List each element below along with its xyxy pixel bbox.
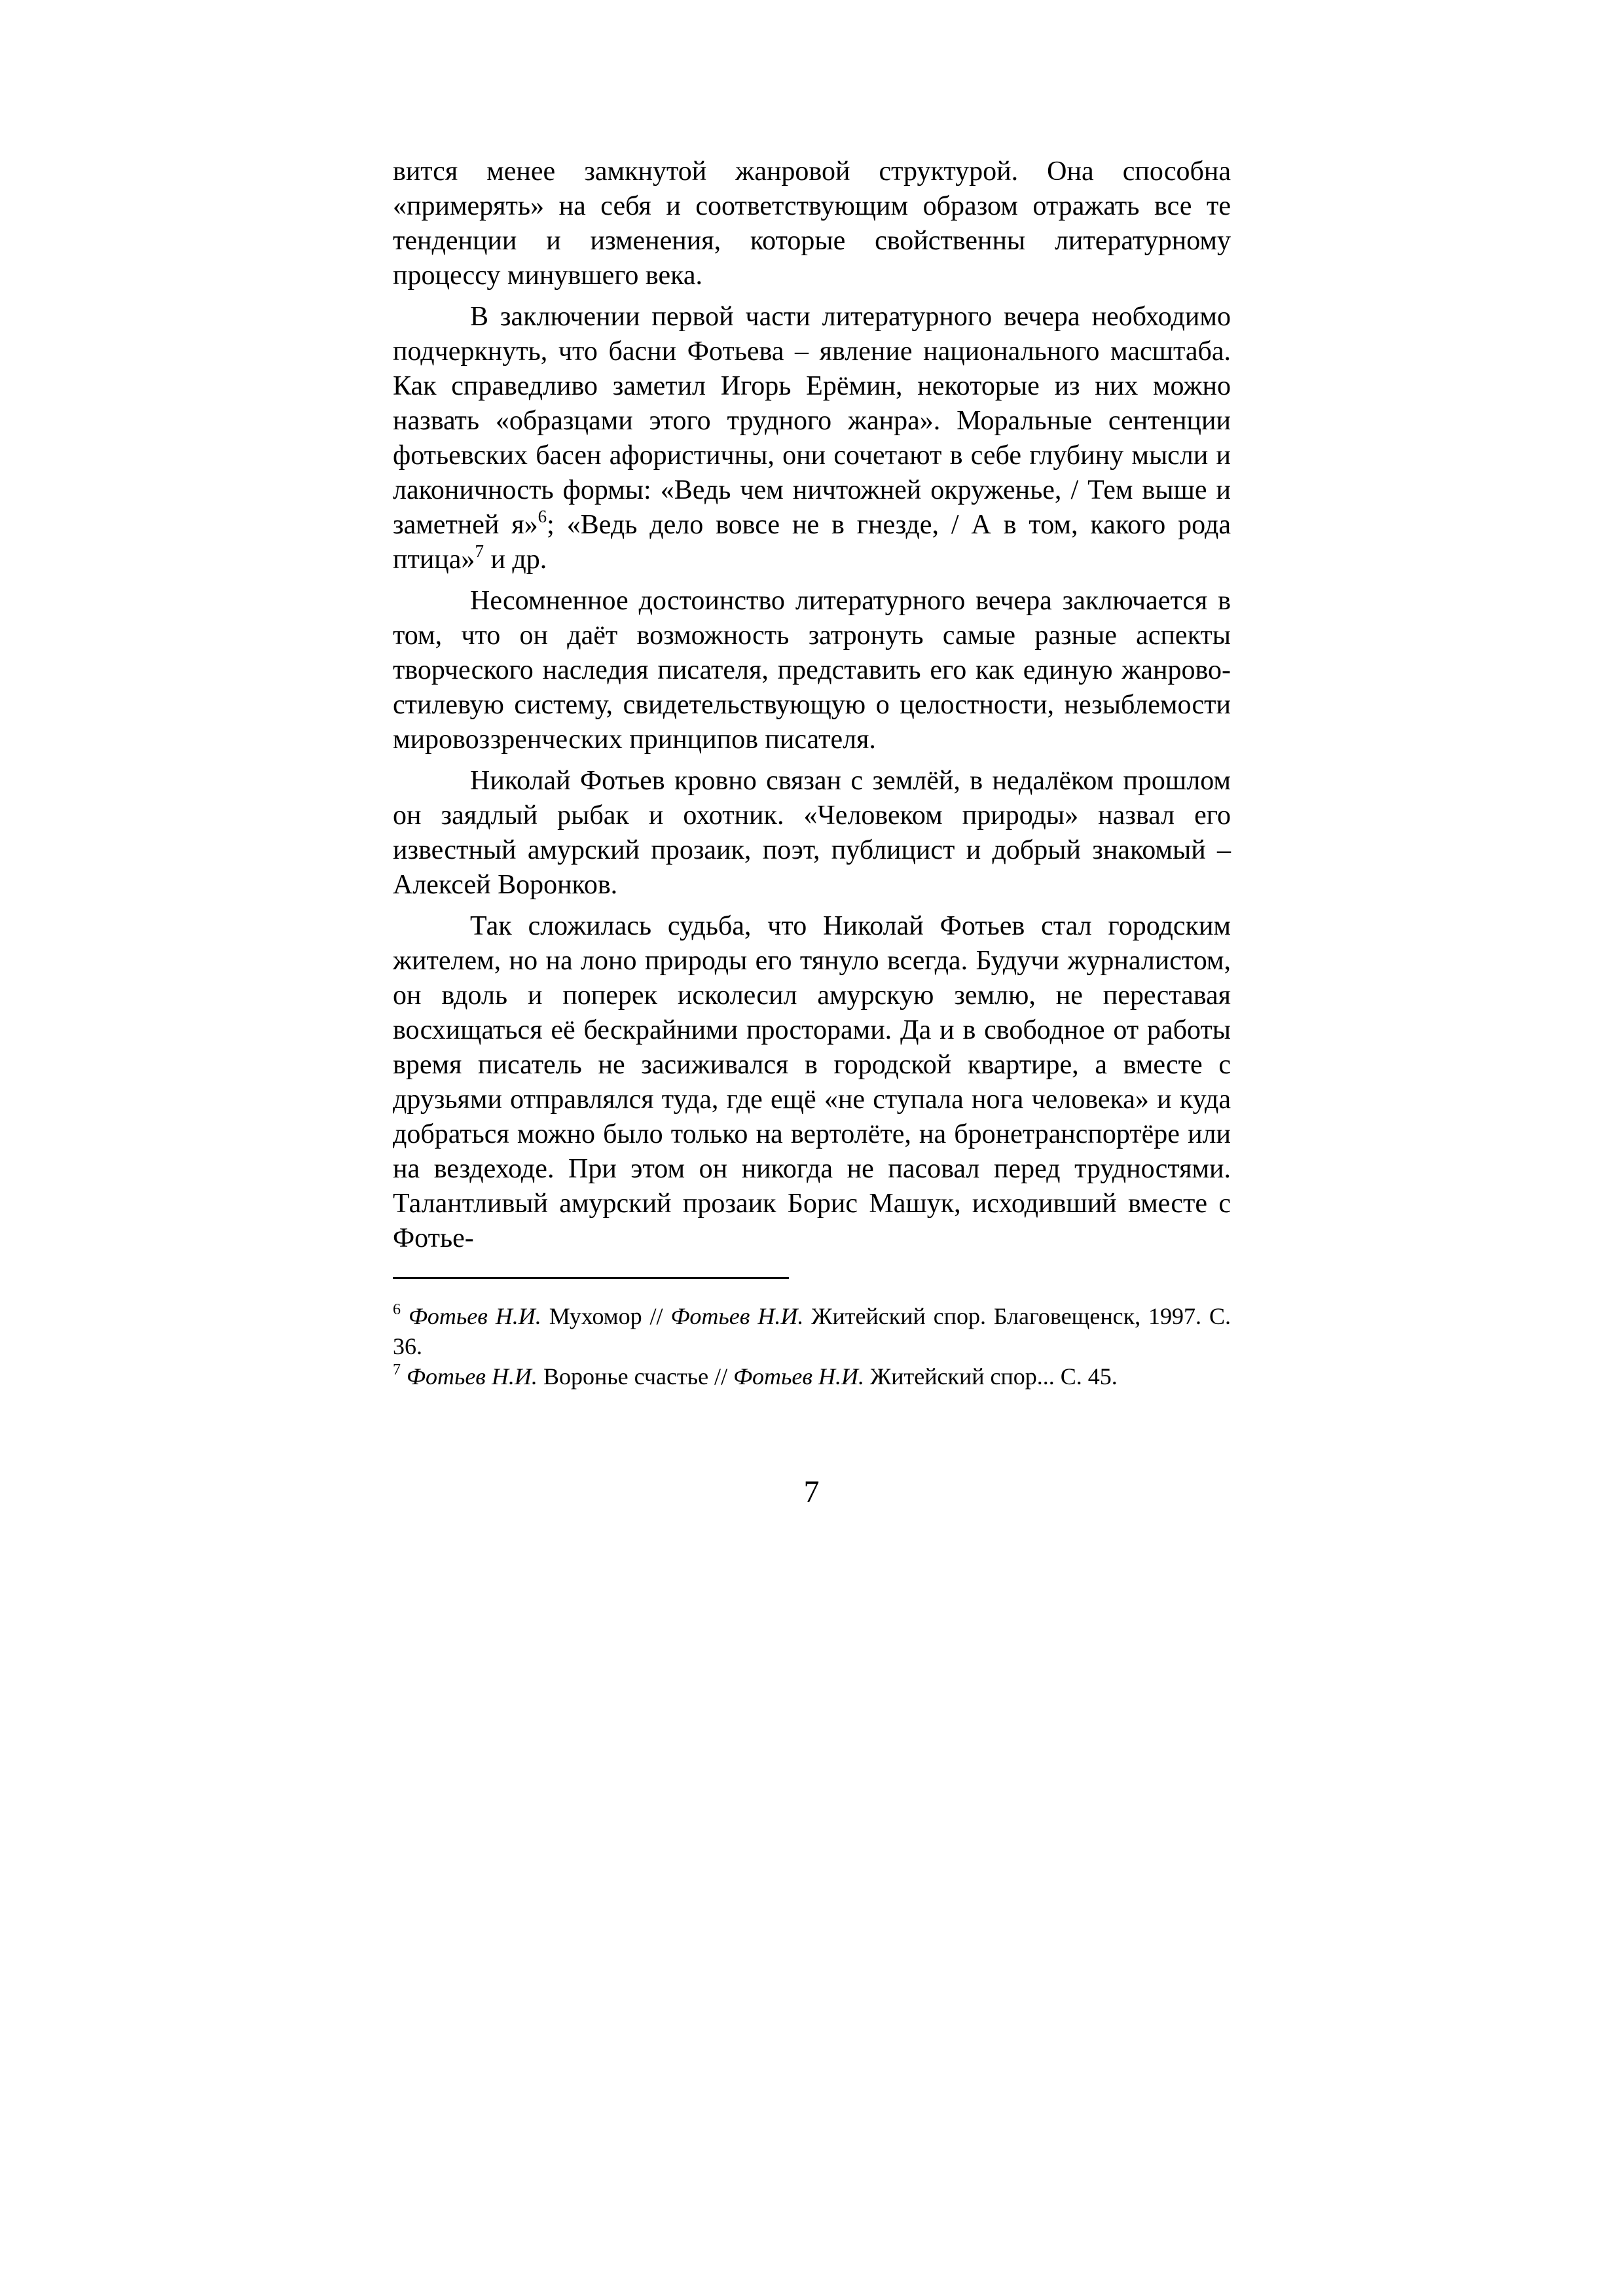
- paragraph-fables-conclusion: [393, 300, 1231, 577]
- footnote-author: Фотьев Н.И.: [733, 1363, 865, 1390]
- paragraph-text: ; «Ведь дело вовсе не в гнезде, / А в том, какого рода птица»: [393, 510, 1231, 575]
- footnote-source: Житейский спор. Благовещенск, 1997. С. 36.: [393, 1303, 1231, 1359]
- page-number: 7: [803, 1475, 820, 1509]
- page-body: [393, 154, 1231, 1391]
- footnote-7: [393, 1361, 1231, 1391]
- paragraph-text: В заключении первой части литературного вечера необходимо подчеркнуть, что басни Фотьева – явление национального масштаба. Как справедливо заметил Игорь Ерёмин, некоторые из них можно назвать «образцами этого трудного жанра». Моральные сентенции фотьевских басен афористичны, они сочетают в себе глубину мысли и лаконичность формы: «Ведь чем ничтожней окруженье, / Тем выше и заметней я»: [393, 302, 1231, 540]
- footnote-author: Фотьев Н.И.: [670, 1303, 804, 1329]
- footnote-separator: [393, 1277, 789, 1279]
- footnote-number: 7: [393, 1361, 401, 1378]
- footnote-ref-6[interactable]: 6: [538, 507, 547, 526]
- paragraph-text: и др.: [483, 545, 547, 575]
- footnote-number: 6: [393, 1301, 401, 1318]
- footnote-source: Житейский спор... С. 45.: [864, 1363, 1118, 1390]
- footnote-author: Фотьев Н.И.: [407, 1363, 538, 1390]
- paragraph-evening-merit: Несомненное достоинство литературного вечера заключается в том, что он даёт возможность затронуть самые разные аспекты творческого наследия писателя, представить его как единую жанрово-стилевую систему, свидетельствующую о целостности, незыблемости мировоззренческих принципов писателя.: [393, 586, 1231, 755]
- footnote-title: Воронье счастье //: [537, 1363, 734, 1390]
- footnote-author: Фотьев Н.И.: [408, 1303, 541, 1329]
- footnote-title: Мухомор //: [541, 1303, 671, 1329]
- footnote-ref-7[interactable]: 7: [475, 541, 484, 561]
- paragraph-city-dweller: Так сложилась судьба, что Николай Фотьев стал городским жителем, но на лоно природы его тянуло всегда. Будучи журналистом, он вдоль и поперек исколесил амурскую землю, не переставая восхищаться её бескрайними просторами. Да и в свободное от работы время писатель не засиживался в городской квартире, а вместе с друзьями отправлялся туда, где ещё «не ступала нога человека» и куда добраться можно было только на вертолёте, на бронетранспортёре или на вездеходе. При этом он никогда не пасовал перед трудностями. Талантливый амурский прозаик Борис Машук, исходивший вместе с Фотье-: [393, 911, 1231, 1253]
- paragraph-continuation: вится менее замкнутой жанровой структурой. Она способна «примерять» на себя и соответствующим образом отражать все те тенденции и изменения, которые свойственны литературному процессу минувшего века.: [393, 156, 1231, 291]
- paragraph-man-of-nature: Николай Фотьев кровно связан с землёй, в недалёком прошлом он заядлый рыбак и охотник. «Человеком природы» назвал его известный амурский прозаик, поэт, публицист и добрый знакомый – Алексей Воронков.: [393, 766, 1231, 900]
- footnote-6: [393, 1301, 1231, 1361]
